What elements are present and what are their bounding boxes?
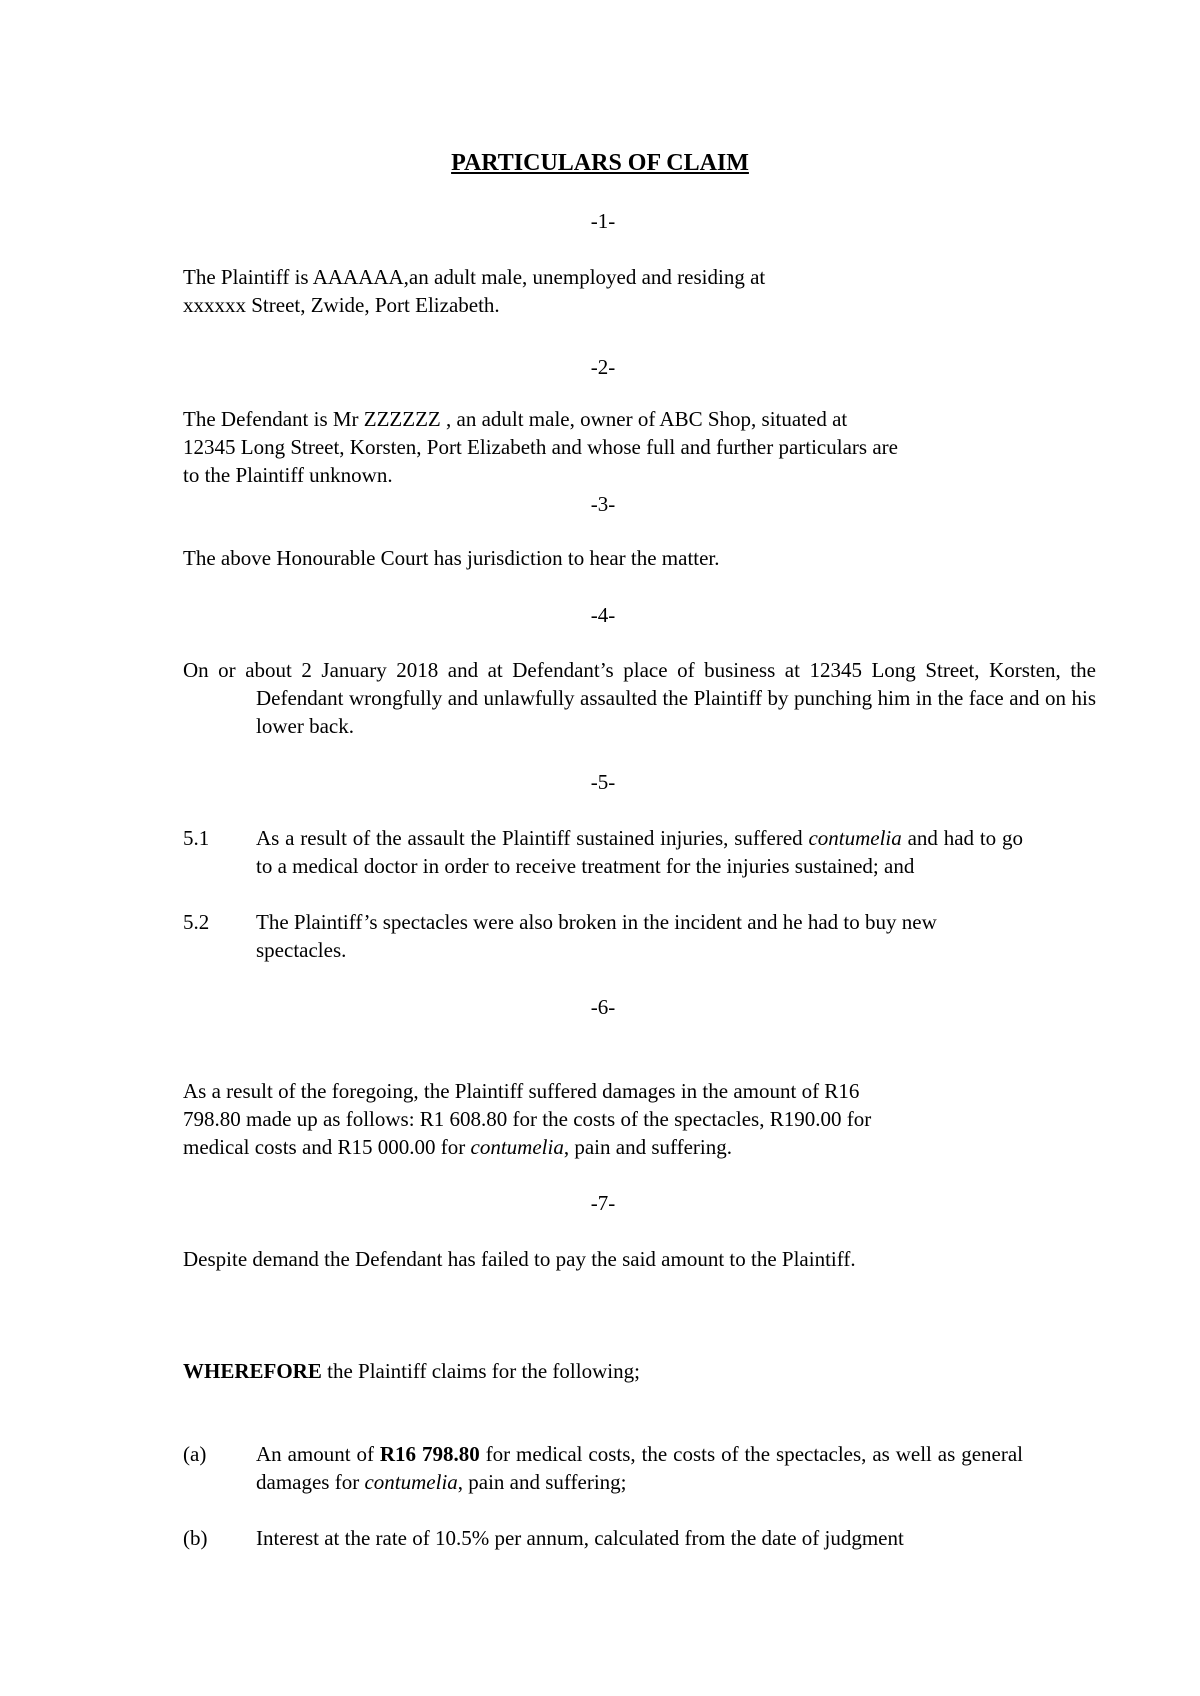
section-6-line-2: 798.80 made up as follows: R1 608.80 for the costs of the spectacles, R190.00 for xyxy=(183,1107,872,1131)
claim-b-text: Interest at the rate of 10.5% per annum, calculated from the date of judgment xyxy=(256,1526,904,1550)
claim-a-text: An amount of R16 798.80 for medical costs, the costs of the spectacles, as well as general damages for contumelia, pain and suffering; xyxy=(256,1442,1023,1494)
section-2-line-3: to the Plaintiff unknown. xyxy=(183,463,393,487)
claim-a-label: (a) xyxy=(183,1442,207,1466)
section-6-text xyxy=(183,1077,1023,1161)
section-2-text xyxy=(183,405,1023,489)
contumelia-term: contumelia xyxy=(808,826,902,850)
item-5-2-text: The Plaintiff’s spectacles were also broken in the incident and he had to buy new spectacles. xyxy=(256,910,937,962)
section-1-line-1: The Plaintiff is AAAAAA,an adult male, unemployed and residing at xyxy=(183,265,766,289)
section-2-line-2: 12345 Long Street, Korsten, Port Elizabeth and whose full and further particulars are xyxy=(183,435,898,459)
section-2-line-1: The Defendant is Mr ZZZZZZ , an adult male, owner of ABC Shop, situated at xyxy=(183,407,848,431)
section-number-7: -7- xyxy=(590,1191,616,1215)
section-6-line-1: As a result of the foregoing, the Plaintiff suffered damages in the amount of R16 xyxy=(183,1079,860,1103)
wherefore-clause: WHEREFORE the Plaintiff claims for the following; xyxy=(183,1359,640,1383)
section-1-text xyxy=(183,263,1023,319)
section-number-6: -6- xyxy=(590,995,616,1019)
claim-a xyxy=(183,1440,1023,1496)
section-number-5: -5- xyxy=(590,770,616,794)
claim-b-label: (b) xyxy=(183,1526,208,1550)
section-7-text: Despite demand the Defendant has failed to pay the said amount to the Plaintiff. xyxy=(183,1247,856,1271)
contumelia-term: contumelia xyxy=(364,1470,458,1494)
item-5-2 xyxy=(183,908,1023,964)
section-number-4: -4- xyxy=(590,603,616,627)
section-1-line-2: xxxxxx Street, Zwide, Port Elizabeth. xyxy=(183,293,500,317)
section-number-2: -2- xyxy=(590,355,616,379)
item-5-1-text: As a result of the assault the Plaintiff sustained injuries, suffered contumelia and had to go to a medical doctor in order to receive treatment for the injuries sustained; and xyxy=(256,826,1023,878)
wherefore-keyword: WHEREFORE xyxy=(183,1359,322,1383)
section-3-text: The above Honourable Court has jurisdiction to hear the matter. xyxy=(183,546,720,570)
section-6-line-3: medical costs and R15 000.00 for contumelia, pain and suffering. xyxy=(183,1135,732,1159)
claim-amount: R16 798.80 xyxy=(379,1442,480,1466)
item-5-1-label: 5.1 xyxy=(183,826,210,850)
item-5-1 xyxy=(183,824,1023,880)
item-5-2-label: 5.2 xyxy=(183,910,210,934)
page-title: PARTICULARS OF CLAIM xyxy=(451,150,749,176)
section-number-1: -1- xyxy=(590,209,616,233)
claim-b xyxy=(183,1524,1023,1552)
section-4-text: On or about 2 January 2018 and at Defendant’s place of business at 12345 Long Street, Korsten, the Defendant wrongfully and unlawfully assaulted the Plaintiff by punching him in the face and on his lower back. xyxy=(183,658,1096,738)
contumelia-term: contumelia xyxy=(470,1135,564,1159)
section-number-3: -3- xyxy=(590,492,616,516)
